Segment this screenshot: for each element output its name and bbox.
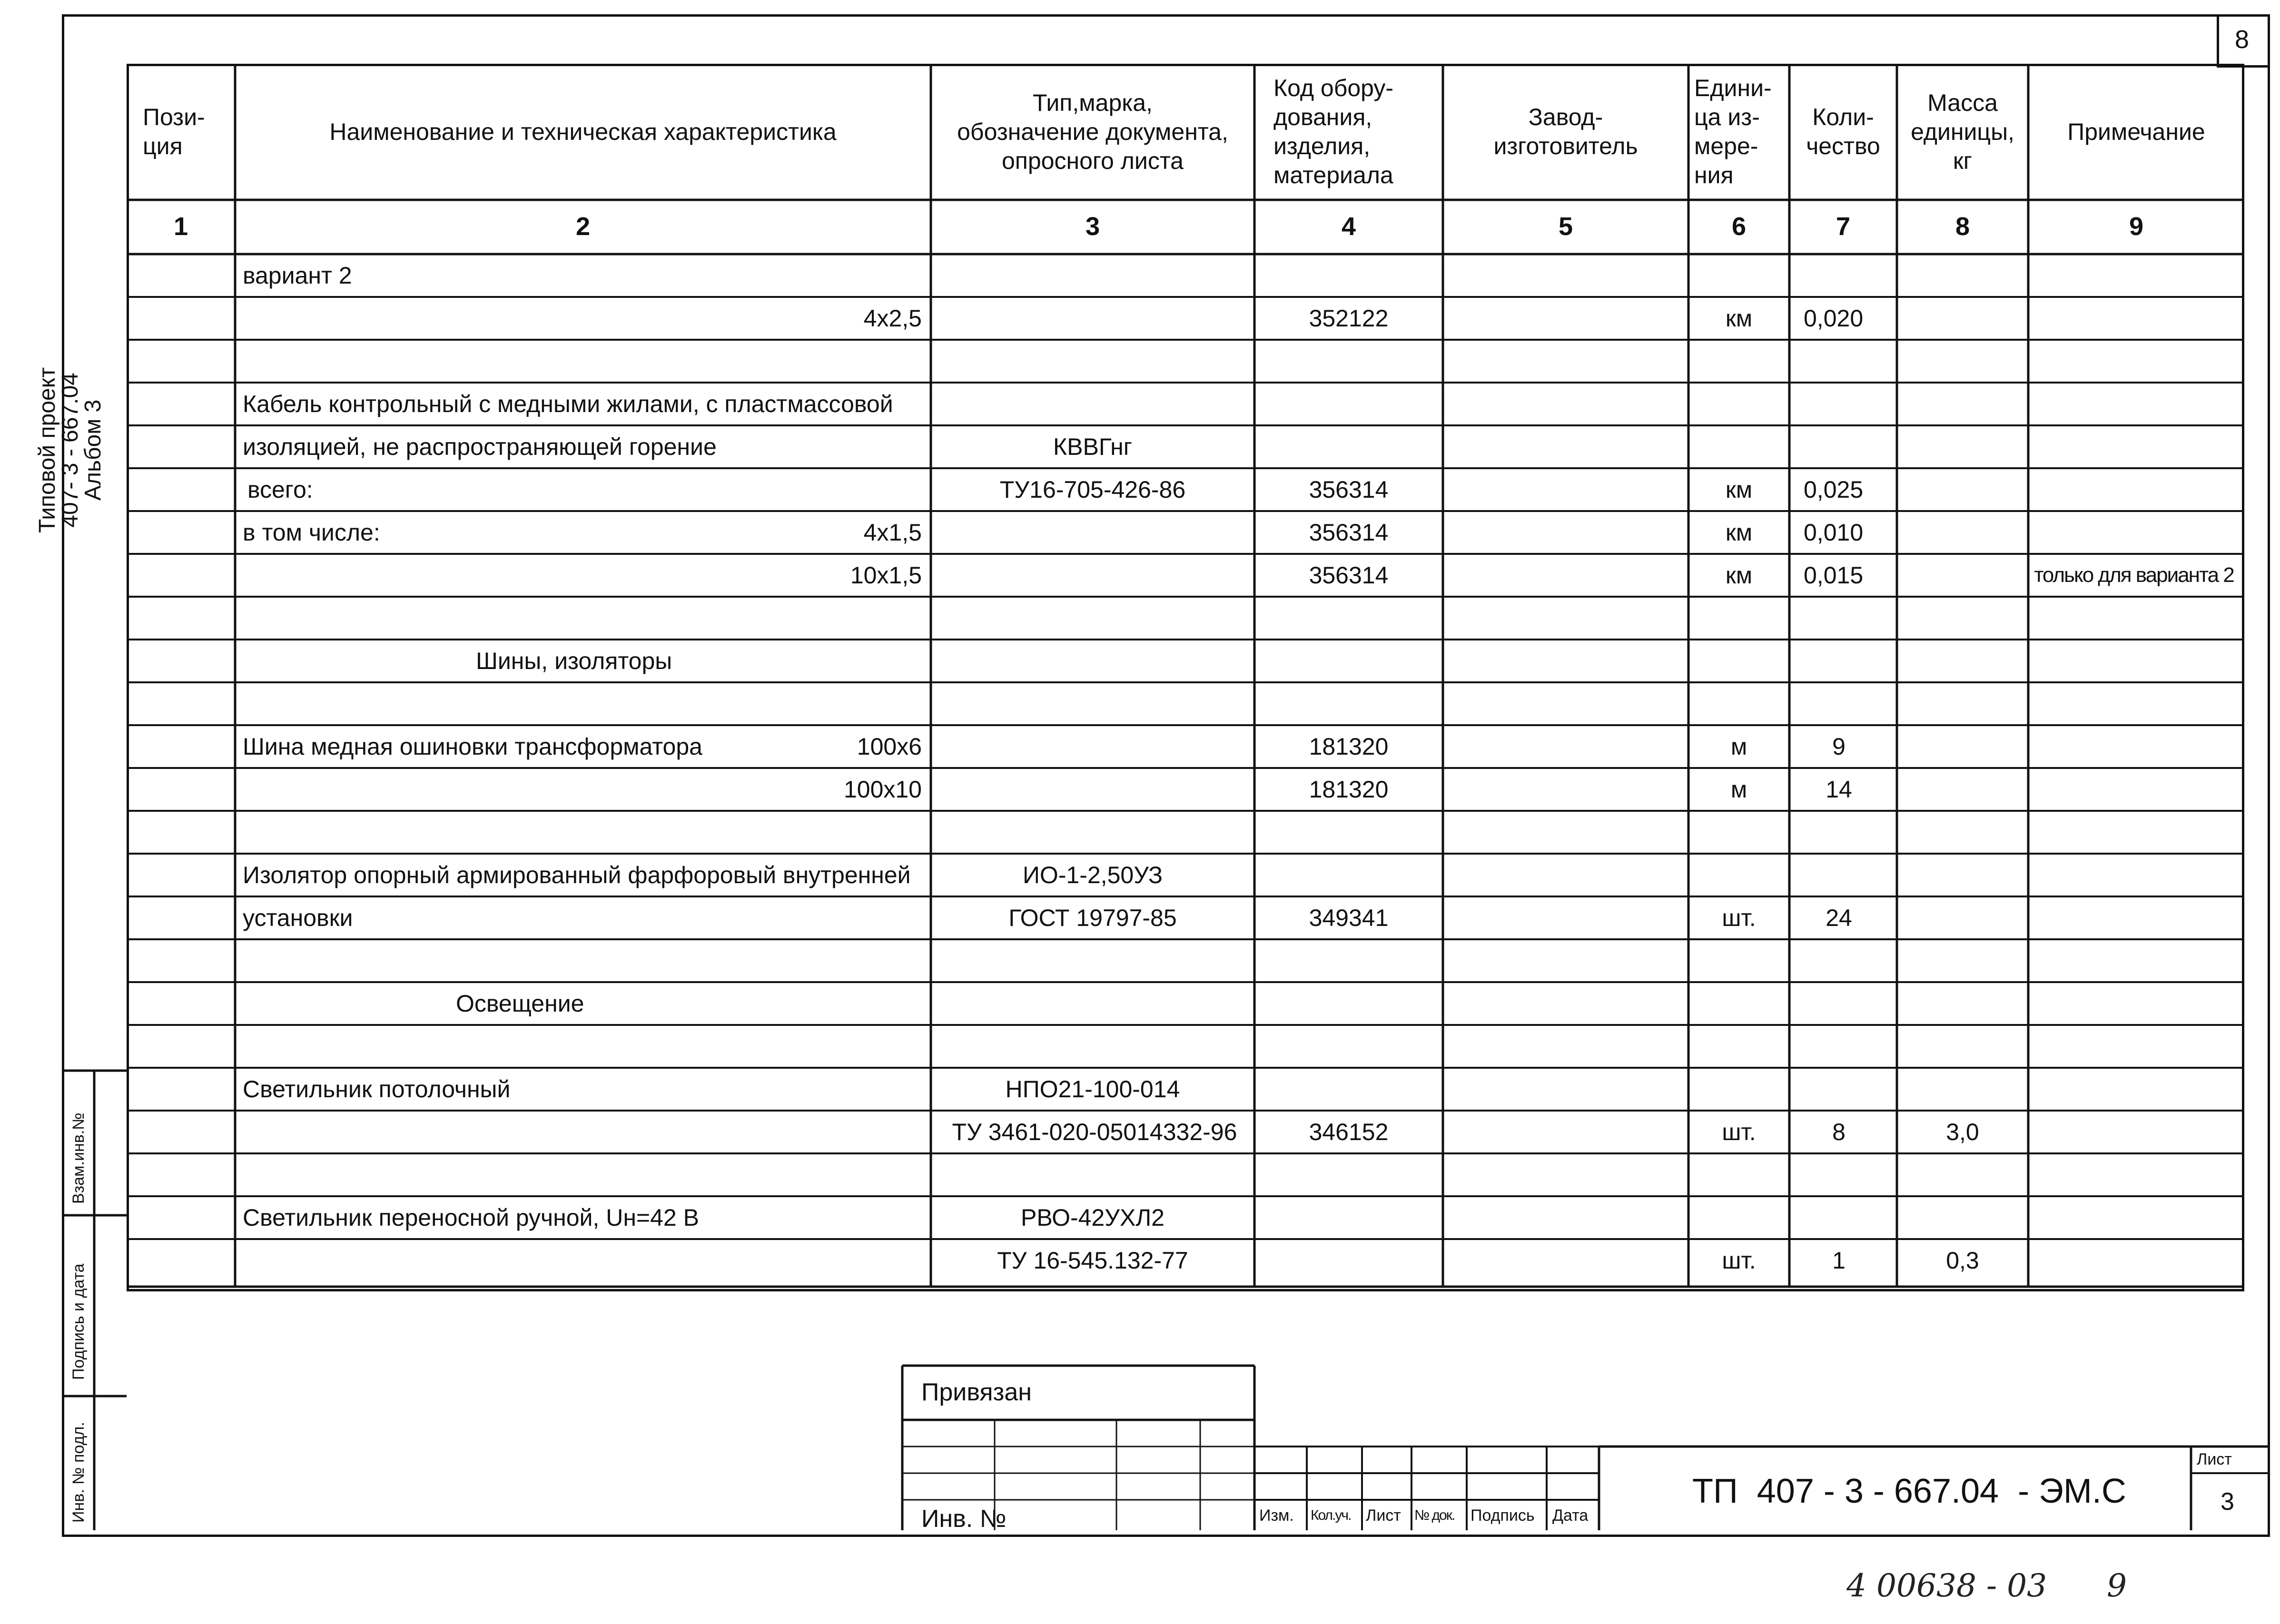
- stamp-col-data: Дата: [1552, 1506, 1589, 1525]
- row-note: только для варианта 2: [2034, 563, 2234, 587]
- header-code: Код обору- дования, изделия, материала: [1273, 75, 1394, 188]
- side-field-podpis: Подпись и дата: [69, 1263, 88, 1380]
- table-row: [0, 854, 2280, 896]
- header-mass: Масса единицы, кг: [1911, 89, 2014, 174]
- side-stamp-line3: Альбом 3: [80, 399, 106, 501]
- row-name: всего:: [247, 476, 313, 503]
- stamp-list-number: 3: [2221, 1488, 2234, 1516]
- row-unit: м: [1730, 733, 1747, 760]
- row-unit: м: [1730, 776, 1747, 803]
- row-name-size: 4х2,5: [863, 305, 922, 332]
- row-name: Изолятор опорный армированный фарфоровый внутренней: [243, 862, 911, 888]
- row-name: в том числе:: [243, 519, 380, 546]
- section-title: Освещение: [456, 990, 584, 1017]
- row-type: КВВГнг: [1053, 433, 1132, 460]
- row-qty: 0,020: [1804, 305, 1864, 332]
- row-qty: 14: [1826, 776, 1852, 803]
- row-code: 346152: [1309, 1119, 1389, 1145]
- row-unit: км: [1725, 562, 1753, 589]
- row-mass: 3,0: [1946, 1119, 1979, 1145]
- stamp-col-podpis: Подпись: [1471, 1506, 1535, 1525]
- row-name: вариант 2: [243, 262, 352, 289]
- row-mass: 0,3: [1946, 1247, 1979, 1274]
- col-number-2: 2: [575, 212, 591, 241]
- col-number-7: 7: [1836, 212, 1851, 241]
- row-type: ТУ16-705-426-86: [999, 476, 1186, 503]
- stamp-list-label: Лист: [2197, 1450, 2232, 1468]
- row-type: ТУ 16-545.132-77: [997, 1247, 1188, 1274]
- row-code: 356314: [1309, 562, 1389, 589]
- row-name-size: 10х1,5: [850, 562, 922, 589]
- stamp-privyazan: Привязан: [921, 1378, 1032, 1406]
- row-unit: км: [1725, 519, 1753, 546]
- row-code: 181320: [1309, 776, 1389, 803]
- table-row: [0, 640, 2280, 682]
- row-qty: 24: [1826, 905, 1852, 931]
- table-row: [0, 1196, 2280, 1239]
- table-row: [0, 468, 2280, 511]
- row-unit: шт.: [1722, 905, 1756, 931]
- side-stamp-line1: Типовой проект: [35, 367, 60, 533]
- row-unit: км: [1725, 476, 1753, 503]
- table-row: [0, 896, 2280, 939]
- col-number-8: 8: [1955, 212, 1970, 241]
- table-row: [0, 982, 2280, 1025]
- col-number-4: 4: [1341, 212, 1356, 241]
- table-row: [0, 383, 2280, 425]
- row-name: Светильник потолочный: [243, 1076, 511, 1102]
- row-type: ИО-1-2,50УЗ: [1022, 862, 1163, 888]
- header-quantity: Коли- чество: [1806, 104, 1880, 159]
- table-row: [0, 297, 2280, 340]
- row-unit: шт.: [1722, 1119, 1756, 1145]
- row-qty: 0,010: [1804, 519, 1864, 546]
- col-number-5: 5: [1558, 212, 1573, 241]
- table-row: [0, 1068, 2280, 1111]
- stamp-col-izm: Изм.: [1259, 1506, 1294, 1525]
- row-code: 356314: [1309, 519, 1389, 546]
- row-name: установки: [243, 905, 353, 931]
- row-type: ТУ 3461-020-05014332-96: [952, 1119, 1237, 1145]
- col-number-6: 6: [1731, 212, 1747, 241]
- row-unit: км: [1725, 305, 1753, 332]
- side-field-vzam: Взам.инв.№: [69, 1112, 88, 1204]
- document-title: ТП 407 - 3 - 667.04 - ЭМ.С: [1692, 1472, 2126, 1510]
- row-code: 181320: [1309, 733, 1389, 760]
- stamp-col-ndok: № док.: [1414, 1507, 1455, 1523]
- row-code: 349341: [1309, 905, 1389, 931]
- table-row: [0, 1239, 2280, 1282]
- row-qty: 0,015: [1804, 562, 1864, 589]
- section-title: Шины, изоляторы: [476, 648, 672, 674]
- row-code: 356314: [1309, 476, 1389, 503]
- stamp-col-kol: Кол.уч.: [1311, 1507, 1351, 1523]
- row-qty: 1: [1832, 1247, 1846, 1274]
- col-number-9: 9: [2129, 212, 2144, 241]
- row-qty: 9: [1832, 733, 1846, 760]
- header-manufacturer: Завод- изготовитель: [1493, 104, 1638, 159]
- side-stamp-line2: 407- 3 - 667.04: [58, 373, 83, 528]
- row-name: Кабель контрольный с медными жилами, с пластмассовой: [243, 391, 893, 417]
- header-note: Примечание: [2067, 118, 2205, 145]
- row-type: ГОСТ 19797-85: [1008, 905, 1177, 931]
- header-name: Наименование и техническая характеристика: [329, 118, 837, 145]
- side-field-inv: Инв. № подл.: [69, 1422, 88, 1523]
- row-type: РВО-42УХЛ2: [1021, 1204, 1165, 1231]
- row-unit: шт.: [1722, 1247, 1756, 1274]
- table-row: [0, 254, 2280, 297]
- row-qty: 8: [1832, 1119, 1846, 1145]
- row-name-size: 4х1,5: [863, 519, 922, 546]
- table-row: [0, 425, 2280, 468]
- table-row: [0, 511, 2280, 554]
- header-position: Пози- ция: [143, 104, 205, 159]
- row-code: 352122: [1309, 305, 1389, 332]
- col-number-3: 3: [1085, 212, 1100, 241]
- table-row: [0, 1111, 2280, 1153]
- row-type: НПО21-100-014: [1005, 1076, 1180, 1102]
- table-row: [0, 768, 2280, 811]
- sheet-number-top: 8: [2235, 25, 2250, 54]
- handwritten-inventory-number: 4 00638 - 03 9: [1846, 1567, 2127, 1604]
- row-qty: 0,025: [1804, 476, 1864, 503]
- stamp-col-list: Лист: [1366, 1506, 1401, 1525]
- row-name-size: 100х6: [857, 733, 922, 760]
- col-number-1: 1: [173, 212, 188, 241]
- table-row: [0, 554, 2280, 597]
- row-name: Шина медная ошиновки трансформатора: [243, 733, 702, 760]
- row-name: Светильник переносной ручной, Uн=42 В: [243, 1204, 699, 1231]
- row-name-size: 100х10: [843, 776, 922, 803]
- table-row: [0, 725, 2280, 768]
- stamp-inv-no: Инв. №: [921, 1505, 1007, 1533]
- row-name: изоляцией, не распространяющей горение: [243, 433, 717, 460]
- header-unit: Едини- ца из- мере- ния: [1694, 75, 1772, 188]
- header-type: Тип,марка, обозначение документа, опросного листа: [957, 89, 1228, 174]
